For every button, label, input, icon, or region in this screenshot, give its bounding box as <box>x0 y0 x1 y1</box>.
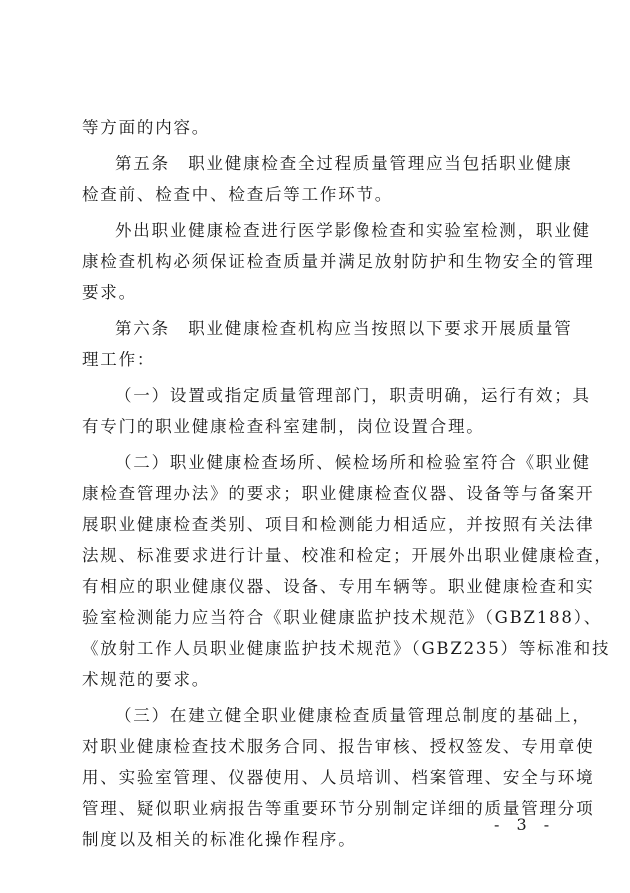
item-2-line: 法规、标准要求进行计量、校准和检定；开展外出职业健康检查， <box>82 546 613 565</box>
text-line: 外出职业健康检查进行医学影像检查和实验室检测，职业健 <box>115 221 591 240</box>
item-3-line: 制度以及相关的标准化操作程序。 <box>82 830 357 849</box>
article-5-line-1: 第五条 职业健康检查全过程质量管理应当包括职业健康 <box>115 154 573 173</box>
item-3-line: 用、实验室管理、仪器使用、人员培训、档案管理、安全与环境 <box>82 768 595 787</box>
item-2-line: （二）职业健康检查场所、候检场所和检验室符合《职业健 <box>115 453 591 472</box>
article-6-line-1: 第六条 职业健康检查机构应当按照以下要求开展质量管 <box>115 319 573 338</box>
item-2-line: 《放射工作人员职业健康监护技术规范》（GBZ235）等标准和技 <box>82 639 611 658</box>
item-3-line: （三）在建立健全职业健康检查质量管理总制度的基础上， <box>115 706 591 725</box>
text-line: 康检查机构必须保证检查质量并满足放射防护和生物安全的管理 <box>82 252 595 271</box>
item-1-line: 有专门的职业健康检查科室建制，岗位设置合理。 <box>82 417 485 436</box>
article-5-line-2: 检查前、检查中、检查后等工作环节。 <box>82 185 394 204</box>
item-3-line: 管理、疑似职业病报告等重要环节分别制定详细的质量管理分项 <box>82 799 595 818</box>
body-text <box>82 112 613 855</box>
page-number: - 3 - <box>494 815 556 834</box>
item-2-line: 术规范的要求。 <box>82 670 211 689</box>
text-line: 要求。 <box>82 283 137 302</box>
item-3-line: 对职业健康检查技术服务合同、报告审核、授权签发、专用章使 <box>82 737 595 756</box>
text-line: 等方面的内容。 <box>82 118 211 137</box>
article-6-line-2: 理工作： <box>82 350 156 369</box>
item-2-line: 康检查管理办法》的要求；职业健康检查仪器、设备等与备案开 <box>82 484 595 503</box>
item-1-line: （一）设置或指定质量管理部门，职责明确，运行有效；具 <box>115 386 591 405</box>
item-2-line: 验室检测能力应当符合《职业健康监护技术规范》（GBZ188）、 <box>82 608 603 627</box>
item-2-line: 展职业健康检查类别、项目和检测能力相适应，并按照有关法律 <box>82 515 595 534</box>
item-2-line: 有相应的职业健康仪器、设备、专用车辆等。职业健康检查和实 <box>82 577 595 596</box>
